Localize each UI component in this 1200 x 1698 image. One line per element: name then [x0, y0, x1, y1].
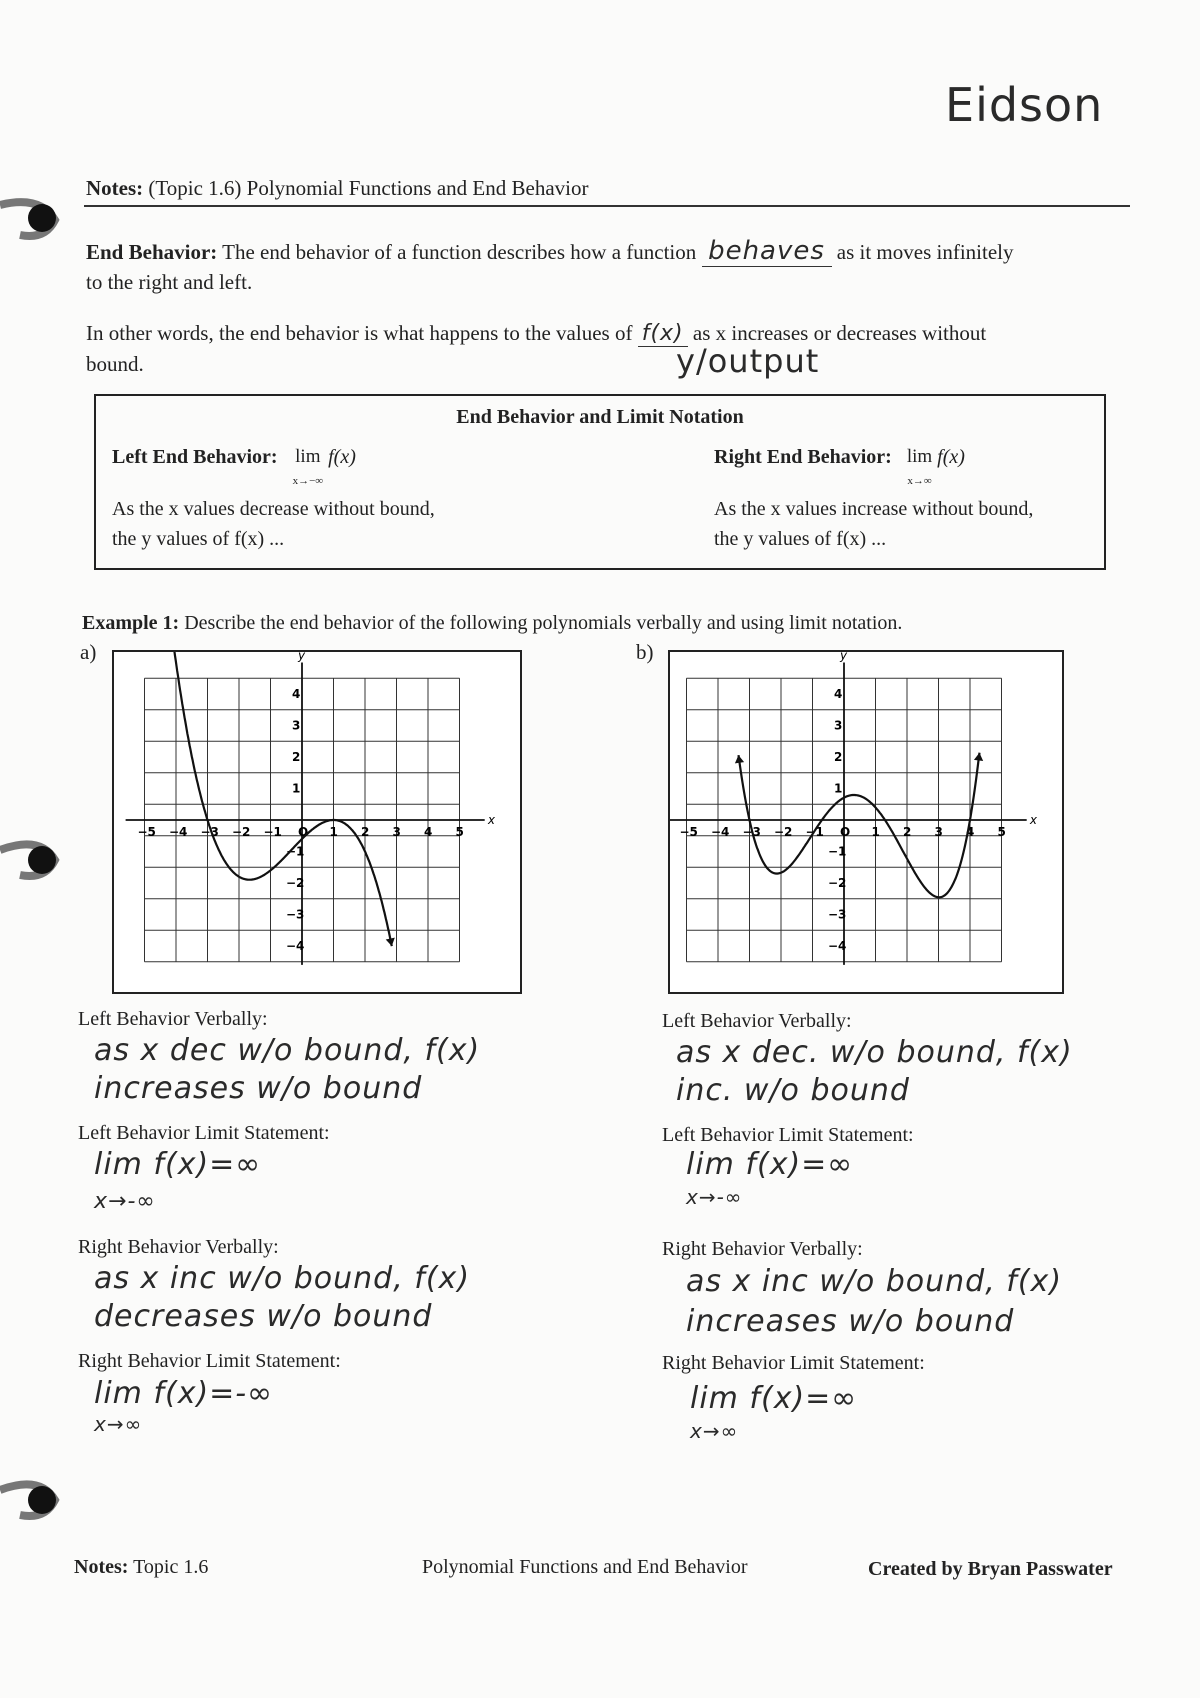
answer-line: x→∞ — [690, 1419, 739, 1443]
left-desc-line1: As the x values decrease without bound, — [112, 498, 435, 520]
answer-line: lim f(x)=∞ — [94, 1147, 262, 1182]
y-tick-label: −3 — [828, 907, 847, 922]
b-left-limit-label: Left Behavior Limit Statement: — [662, 1124, 914, 1146]
lim-subscript: x→∞ — [907, 475, 932, 487]
student-name: Eidson — [945, 78, 1104, 132]
y-tick-label: 4 — [834, 687, 843, 701]
right-desc-line2: the y values of f(x) ... — [714, 528, 887, 550]
x-tick-label: 3 — [392, 825, 401, 839]
x-tick-label: 1 — [329, 825, 338, 839]
x-tick-label: −2 — [774, 825, 793, 839]
y-tick-label: −4 — [286, 939, 305, 953]
y-tick-label: −2 — [828, 876, 847, 890]
x-axis-label: x — [487, 813, 495, 827]
x-tick-label: −3 — [742, 825, 761, 839]
answer-line: decreases w/o bound — [94, 1299, 433, 1334]
y-tick-label: −2 — [286, 876, 305, 890]
x-tick-label: 4 — [424, 825, 433, 839]
b-right-limit-answer — [690, 1381, 858, 1446]
page-title — [86, 176, 588, 201]
a-left-verbal-answer — [94, 1032, 480, 1108]
notation-box-title: End Behavior and Limit Notation — [456, 406, 744, 428]
in-other-words-text: In other words, the end behavior is what happens to the values of — [86, 321, 633, 345]
y-tick-label: 1 — [834, 781, 843, 796]
graph-a-svg — [114, 652, 520, 992]
answer-line: lim f(x)=-∞ — [94, 1376, 274, 1411]
definition-text-after: as it moves infinitely — [836, 240, 1014, 264]
fx-text: f(x) — [328, 446, 356, 468]
x-tick-label: −1 — [805, 825, 824, 839]
header-rule — [84, 205, 1130, 207]
a-left-verbal-label: Left Behavior Verbally: — [78, 1008, 268, 1030]
part-a-letter: a) — [80, 640, 97, 664]
answer-line: increases w/o bound — [94, 1071, 423, 1106]
b-left-limit-answer — [686, 1147, 854, 1212]
x-axis-label: x — [1029, 813, 1037, 827]
y-tick-label: 2 — [292, 750, 301, 764]
notation-box — [94, 394, 1106, 570]
a-right-limit-answer — [94, 1376, 274, 1438]
x-tick-label: −1 — [263, 825, 282, 839]
notes-title: (Topic 1.6) Polynomial Functions and End Behavior — [148, 176, 589, 200]
a-left-limit-label: Left Behavior Limit Statement: — [78, 1122, 330, 1144]
answer-line: as x inc w/o bound, f(x) — [686, 1264, 1063, 1299]
x-tick-label: O — [298, 825, 309, 839]
graph-a — [112, 650, 522, 994]
x-tick-label: −3 — [200, 825, 219, 839]
right-desc-line1: As the x values increase without bound, — [714, 498, 1034, 520]
x-tick-label: 2 — [903, 825, 912, 839]
answer-line: lim f(x)=∞ — [690, 1381, 858, 1416]
left-end-label: Left End Behavior: — [112, 446, 278, 468]
binder-ring — [0, 1470, 70, 1530]
right-end-description — [714, 494, 1033, 554]
y-output-annotation: y/output — [676, 342, 820, 380]
x-tick-label: −5 — [679, 825, 698, 839]
fx-answer: f(x) — [638, 321, 688, 347]
definition-term: End Behavior: — [86, 240, 218, 264]
lim-text: lim — [906, 446, 933, 467]
y-tick-label: 1 — [292, 781, 301, 796]
x-tick-label: 3 — [934, 825, 943, 839]
footer-credit: Created by Bryan Passwater — [868, 1558, 1113, 1580]
y-tick-label: −4 — [828, 939, 847, 953]
y-tick-label: −1 — [286, 844, 305, 859]
footer-notes-label: Notes: — [74, 1556, 129, 1578]
left-desc-line2: the y values of f(x) ... — [112, 528, 285, 550]
b-right-limit-label: Right Behavior Limit Statement: — [662, 1352, 925, 1374]
x-tick-label: O — [840, 825, 851, 839]
x-tick-label: −4 — [711, 825, 730, 839]
y-tick-label: −1 — [828, 844, 847, 859]
answer-line: increases w/o bound — [686, 1304, 1015, 1339]
example-text: Describe the end behavior of the following polynomials verbally and using limit notation. — [184, 612, 903, 634]
lim-subscript: x→−∞ — [292, 475, 324, 487]
a-right-verbal-answer — [94, 1260, 470, 1336]
x-tick-label: −5 — [137, 825, 156, 839]
answer-line: as x inc w/o bound, f(x) — [94, 1261, 471, 1296]
footer-title: Polynomial Functions and End Behavior — [422, 1556, 748, 1578]
x-tick-label: 2 — [361, 825, 370, 839]
b-left-verbal-answer — [676, 1034, 1073, 1110]
y-tick-label: 2 — [834, 750, 843, 764]
x-tick-label: 4 — [966, 825, 975, 839]
x-tick-label: −2 — [232, 825, 251, 839]
notes-label: Notes: — [86, 176, 144, 200]
a-left-limit-answer — [94, 1148, 261, 1219]
footer-topic: Topic 1.6 — [133, 1556, 209, 1578]
b-right-verbal-answer — [686, 1262, 1062, 1342]
y-axis-label: y — [298, 652, 306, 663]
x-tick-label: 5 — [455, 825, 464, 839]
a-right-limit-label: Right Behavior Limit Statement: — [78, 1350, 341, 1372]
answer-line: x→-∞ — [94, 1189, 156, 1214]
y-tick-label: 4 — [292, 687, 301, 701]
answer-line: x→-∞ — [686, 1185, 743, 1209]
left-end-behavior — [112, 446, 356, 490]
binder-ring — [0, 830, 70, 890]
in-other-words-paragraph — [86, 318, 1136, 379]
fx-text: f(x) — [937, 446, 965, 468]
definition-line2: to the right and left. — [86, 270, 253, 294]
x-tick-label: 5 — [997, 825, 1006, 839]
footer-notes — [74, 1556, 208, 1579]
y-tick-label: 3 — [834, 718, 843, 733]
behaves-answer: behaves — [702, 236, 832, 267]
graph-b-svg — [670, 652, 1062, 992]
example-prompt — [82, 612, 902, 635]
left-end-description — [112, 494, 435, 554]
right-end-behavior — [714, 446, 965, 490]
answer-line: inc. w/o bound — [676, 1073, 910, 1108]
polynomial-curve — [173, 652, 392, 946]
binder-ring — [0, 190, 70, 250]
x-tick-label: 1 — [871, 825, 880, 839]
y-tick-label: 3 — [292, 718, 301, 733]
b-right-verbal-label: Right Behavior Verbally: — [662, 1238, 863, 1260]
answer-line: as x dec w/o bound, f(x) — [94, 1033, 481, 1068]
graph-b — [668, 650, 1064, 994]
curve-arrow — [386, 938, 395, 946]
answer-line: as x dec. w/o bound, f(x) — [676, 1035, 1073, 1070]
definition-text: The end behavior of a function describes how a function — [222, 240, 697, 264]
part-b-letter: b) — [636, 640, 654, 664]
x-tick-label: −4 — [169, 825, 188, 839]
curve-arrow — [974, 753, 983, 761]
definition-paragraph — [86, 236, 1136, 297]
answer-line: x→∞ — [94, 1412, 143, 1436]
answer-line: lim f(x)=∞ — [686, 1147, 854, 1182]
y-axis-label: y — [840, 652, 848, 663]
lim-text: lim — [295, 446, 321, 467]
in-other-words-line2: bound. — [86, 352, 144, 376]
example-label: Example 1: — [82, 612, 180, 634]
y-tick-label: −3 — [286, 907, 305, 922]
b-left-verbal-label: Left Behavior Verbally: — [662, 1010, 852, 1032]
right-end-label: Right End Behavior: — [714, 446, 892, 468]
in-other-words-after: as x increases or decreases without — [692, 321, 987, 345]
a-right-verbal-label: Right Behavior Verbally: — [78, 1236, 279, 1258]
